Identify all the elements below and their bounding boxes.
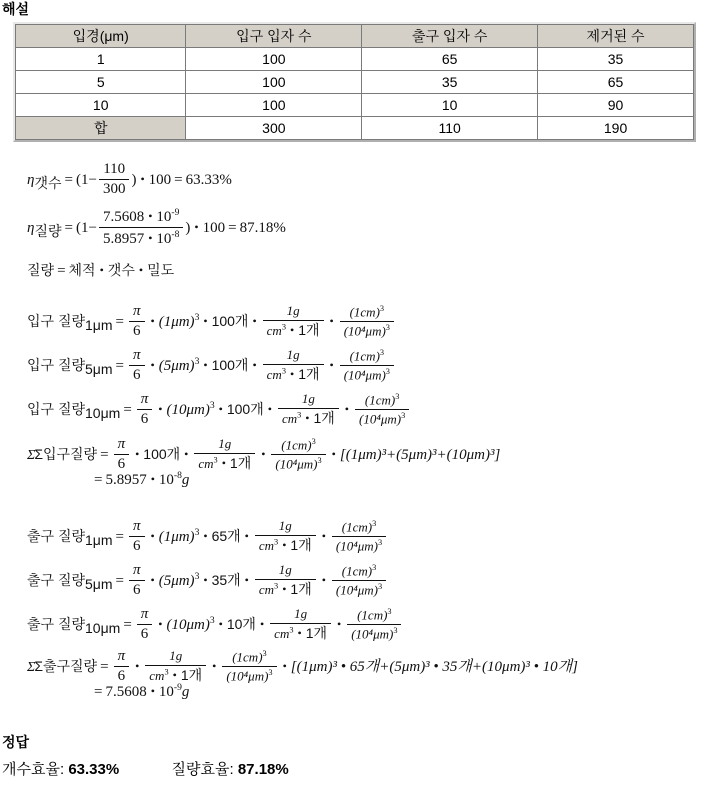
multiply-dot-icon: • <box>140 172 145 187</box>
multiply-dot-icon: • <box>321 573 326 588</box>
density-denominator <box>278 409 339 427</box>
mass-relation-term-count: 갯수 <box>107 262 135 278</box>
multiply-dot-icon: • <box>218 402 223 417</box>
pi-symbol: π <box>114 436 130 455</box>
count-multiplier: 100 <box>148 172 172 189</box>
cell-sum-inlet: 300 <box>186 117 362 140</box>
cube-exponent: 3 <box>387 606 392 616</box>
density-numerator: 1g <box>263 304 324 321</box>
density-count: 1개 <box>180 667 203 684</box>
cell-diameter: 10 <box>16 94 186 117</box>
cube-exponent: 3 <box>194 527 200 539</box>
pi-over-six-fraction <box>129 562 145 600</box>
density-count: 1개 <box>298 366 320 383</box>
pi-over-six-fraction <box>114 648 130 686</box>
cube-exponent: 3 <box>281 322 286 332</box>
mass-ratio-numerator: 7.5608 • $10^{-9}$ <box>99 207 183 228</box>
unit-conversion-fraction <box>332 519 386 555</box>
multiply-dot-icon: • <box>172 668 177 683</box>
outlet-label: 출구 질량 <box>27 572 85 589</box>
outlet-sum-label: Σ출구질량 <box>34 658 98 675</box>
density-unit: cm <box>149 668 165 684</box>
outlet-diameter: (5μm) <box>158 573 195 590</box>
cube-exponent: 3 <box>385 367 390 377</box>
mass-relation-lhs: 질량 <box>27 262 55 278</box>
equation-inlet-mass-10um: 입구 질량$_{10\mu m}$ = $\frac{\pi}{6}$ • $(10\mu m)^3$ • 100개 • $\frac{1g}{cm^3 • 1개}$ • $\frac{(1cm)^3}{(10^4\mu m)^3}$ <box>27 392 411 430</box>
eta-symbol: η <box>27 172 35 189</box>
inlet-count: 100개 <box>226 401 264 418</box>
mass-multiplier: 100 <box>202 220 226 237</box>
multiply-dot-icon: • <box>150 573 155 588</box>
multiply-dot-icon: • <box>329 314 334 329</box>
cube-exponent: 3 <box>164 667 169 677</box>
sigma-symbol: Σ <box>27 448 36 464</box>
cube-exponent: 3 <box>395 391 400 401</box>
cell-outlet: 65 <box>362 48 538 71</box>
multiply-dot-icon: • <box>150 358 155 373</box>
conversion-numerator <box>332 563 386 581</box>
six-value: 6 <box>132 538 141 555</box>
six-value: 6 <box>140 626 149 643</box>
pi-symbol: π <box>129 347 145 366</box>
conv-num-text: (1cm) <box>341 563 373 579</box>
conv-den-text: (10⁴μm) <box>351 626 394 642</box>
cube-exponent: 3 <box>372 518 377 528</box>
unit-conversion-fraction <box>332 563 386 599</box>
density-numerator: 1g <box>270 607 331 624</box>
density-denominator <box>263 321 324 339</box>
outlet-result-mantissa: 7.5608 <box>105 684 147 700</box>
table-header-row <box>16 25 694 48</box>
equation-inlet-mass-1um: 입구 질량$_{1\mu m}$ = $\frac{\pi}{6}$ • $(1\mu m)^3$ • 100개 • $\frac{1g}{cm^3 • 1개}$ • $\frac{(1cm)^3}{(10^4\mu m)^3}$ <box>27 304 396 342</box>
outlet-result-exponent: -9 <box>173 682 182 693</box>
conv-den-text: (10⁴μm) <box>335 538 379 554</box>
inlet-sum-count: 100개 <box>143 446 181 463</box>
multiply-dot-icon: • <box>221 456 226 471</box>
equation-mass-relation: 질량 = 체적 • 갯수 • 밀도 <box>27 262 175 279</box>
outlet-bracket-expression: [(1μm)³ • 65개+(5μm)³ • 35개+(10μm)³ • 10개] <box>290 659 578 676</box>
conversion-numerator <box>340 348 394 366</box>
multiply-dot-icon: • <box>148 231 153 246</box>
cube-exponent: 3 <box>213 455 218 465</box>
sigma-symbol: Σ <box>27 660 36 676</box>
cell-inlet: 100 <box>186 71 362 94</box>
table-row <box>16 48 694 71</box>
density-fraction <box>145 649 206 684</box>
density-numerator: 1g <box>263 348 324 365</box>
mass-ratio-denominator: 5.8957 • $10^{-8}$ <box>102 229 180 248</box>
multiply-dot-icon: • <box>158 402 163 417</box>
inlet-subscript: 10μm <box>85 405 121 422</box>
answer-count-value: 63.33% <box>68 761 120 778</box>
density-count: 1개 <box>290 581 312 598</box>
answer-mass-value: 87.18% <box>237 761 289 778</box>
multiply-dot-icon: • <box>252 358 257 373</box>
density-numerator: 1g <box>255 563 316 580</box>
conversion-numerator <box>355 392 409 410</box>
conversion-denominator <box>340 322 394 339</box>
multiply-dot-icon: • <box>305 411 310 426</box>
count-ratio-denominator: 300 <box>102 181 126 198</box>
conversion-numerator <box>347 607 401 625</box>
eta-count-subscript: 갯수 <box>34 175 62 192</box>
inlet-label: 입구 질량 <box>27 313 85 330</box>
multiply-dot-icon: • <box>150 529 155 544</box>
cube-exponent: 3 <box>385 323 390 333</box>
pi-symbol: π <box>114 648 130 667</box>
multiply-dot-icon: • <box>337 617 342 632</box>
multiply-dot-icon: • <box>150 472 155 486</box>
cell-removed: 35 <box>538 48 694 71</box>
inlet-subscript: 1μm <box>85 317 113 334</box>
multiply-dot-icon: • <box>259 617 265 632</box>
answer-mass-label: 질량효율: <box>171 761 234 778</box>
mass-relation-term-density: 밀도 <box>147 262 175 278</box>
six-value: 6 <box>117 456 126 473</box>
multiply-dot-icon: • <box>138 263 144 277</box>
density-numerator: 1g <box>145 649 206 666</box>
density-numerator: 1g <box>255 519 316 536</box>
conv-den-text: (10⁴μm) <box>343 323 386 339</box>
density-unit: cm <box>198 456 214 472</box>
conv-den-text: (10⁴μm) <box>359 411 402 427</box>
six-value: 6 <box>140 411 149 428</box>
unit-conversion-fraction <box>222 649 276 685</box>
multiply-dot-icon: • <box>158 617 163 632</box>
multiply-dot-icon: • <box>297 626 302 641</box>
conversion-numerator <box>222 649 276 667</box>
inlet-result-exponent: -8 <box>173 470 182 481</box>
cell-outlet: 10 <box>362 94 538 117</box>
multiply-dot-icon: • <box>148 209 153 223</box>
unit-conversion-fraction <box>347 607 401 643</box>
density-fraction <box>278 392 339 427</box>
conv-den-text: (10⁴μm) <box>343 367 386 383</box>
conv-num-text: (1cm) <box>349 304 380 320</box>
density-unit: cm <box>266 323 282 339</box>
multiply-dot-icon: • <box>244 529 249 544</box>
unit-conversion-fraction <box>340 304 394 340</box>
table-sum-row <box>16 117 694 140</box>
outlet-count: 10개 <box>226 616 256 633</box>
density-unit: cm <box>258 582 275 598</box>
cube-exponent: 3 <box>379 303 385 313</box>
cell-removed: 90 <box>538 94 694 117</box>
equation-outlet-mass-5um: 출구 질량$_{5\mu m}$ = $\frac{\pi}{6}$ • $(5\mu m)^3$ • 35개 • $\frac{1g}{cm^3 • 1개}$ • $\frac{(1cm)^3}{(10^4\mu m)^3}$ <box>27 563 388 601</box>
conv-den-text: (10⁴μm) <box>335 582 379 598</box>
multiply-dot-icon: • <box>331 447 336 462</box>
cube-exponent: 3 <box>378 582 383 592</box>
cube-exponent: 3 <box>289 625 294 635</box>
cube-exponent: 3 <box>297 410 302 420</box>
conversion-numerator <box>271 437 325 455</box>
outlet-diameter: (1μm) <box>158 529 195 546</box>
six-value: 6 <box>132 367 141 384</box>
six-value: 6 <box>132 582 141 599</box>
conversion-denominator <box>355 410 409 427</box>
pi-symbol: π <box>137 606 153 625</box>
inlet-label: 입구 질량 <box>27 357 85 374</box>
answer-count-label: 개수효율: <box>2 761 65 778</box>
inlet-subscript: 5μm <box>85 361 113 378</box>
cube-exponent: 3 <box>317 456 322 466</box>
outlet-subscript: 1μm <box>85 532 113 549</box>
equation-inlet-mass-result: = 5.8957 • $10^{-8}g$ <box>94 470 190 488</box>
multiply-dot-icon: • <box>252 314 257 329</box>
cube-exponent: 3 <box>281 366 286 376</box>
conversion-denominator <box>332 581 386 598</box>
density-unit: cm <box>266 367 282 383</box>
conversion-denominator <box>332 537 386 554</box>
pi-symbol: π <box>129 518 145 537</box>
pi-over-six-fraction <box>137 391 153 429</box>
table-row <box>16 71 694 94</box>
outlet-label: 출구 질량 <box>27 616 85 633</box>
count-ratio-numerator: 110 <box>99 161 130 180</box>
outlet-count: 65개 <box>211 528 241 545</box>
column-header-removed: 제거된 수 <box>538 25 694 48</box>
cell-inlet: 100 <box>186 94 362 117</box>
count-ratio-fraction <box>99 161 130 199</box>
mass-numerator-exponent: -9 <box>171 207 180 218</box>
equation-inlet-mass-5um: 입구 질량$_{5\mu m}$ = $\frac{\pi}{6}$ • $(5\mu m)^3$ • 100개 • $\frac{1g}{cm^3 • 1개}$ • $\frac{(1cm)^3}{(10^4\mu m)^3}$ <box>27 348 396 386</box>
multiply-dot-icon: • <box>212 659 217 674</box>
density-count: 1개 <box>305 625 328 642</box>
cell-sum-label: 합 <box>16 117 186 140</box>
density-count: 1개 <box>313 410 335 427</box>
conv-num-text: (1cm) <box>232 649 263 665</box>
cube-exponent: 3 <box>268 668 273 678</box>
multiply-dot-icon: • <box>282 582 287 597</box>
equation-inlet-mass-sum: ΣΣ입구질량 = $\frac{\pi}{6}$ • 100개 • $\frac{1g}{cm^3 • 1개}$ • $\frac{(1cm)^3}{(10^4\mu m)^3}$ • [(1μm)³+(5μm)³+(10μm)³] <box>27 436 501 473</box>
conv-num-text: (1cm) <box>341 519 373 535</box>
density-fraction <box>263 348 324 383</box>
density-unit: cm <box>274 626 290 642</box>
equation-outlet-mass-result: = 7.5608 • $10^{-9}g$ <box>94 682 190 700</box>
density-fraction <box>255 563 316 598</box>
inlet-label: 입구 질량 <box>27 401 85 418</box>
multiply-dot-icon: • <box>329 358 334 373</box>
multiply-dot-icon: • <box>135 659 140 674</box>
outlet-result-unit: g <box>181 684 190 700</box>
multiply-dot-icon: • <box>135 447 140 462</box>
multiply-dot-icon: • <box>203 314 208 329</box>
conversion-denominator <box>340 366 394 383</box>
particle-count-table <box>13 22 696 142</box>
conv-den-text: (10⁴μm) <box>226 668 269 684</box>
density-numerator: 1g <box>278 392 339 409</box>
inlet-diameter: (1μm) <box>158 314 195 331</box>
pi-symbol: π <box>129 303 145 322</box>
eta-symbol: η <box>27 220 35 237</box>
cell-removed: 65 <box>538 71 694 94</box>
inlet-result-unit: g <box>181 472 190 488</box>
column-header-outlet: 출구 입자 수 <box>362 25 538 48</box>
equation-outlet-mass-sum: ΣΣ출구질량 = $\frac{\pi}{6}$ • $\frac{1g}{cm^3 • 1개}$ • $\frac{(1cm)^3}{(10^4\mu m)^3}$ • [(1μm)³ • 65개+(5μm)³ • 35개+(10μm)³ • 10개] <box>27 648 578 685</box>
cube-exponent: 3 <box>194 312 200 324</box>
density-count: 1개 <box>298 322 320 339</box>
equation-count-efficiency: $\eta_{갯수} = (1-$ $\frac{110}{300}$ ) • 100 = 63.33% <box>27 161 232 198</box>
cube-exponent: 3 <box>194 571 200 583</box>
multiply-dot-icon: • <box>261 447 266 462</box>
outlet-label: 출구 질량 <box>27 528 85 545</box>
cell-inlet: 100 <box>186 48 362 71</box>
equation-mass-efficiency: $\eta_{질량} = (1-$ $\frac{7.5608 • 10^{-9}}{5.8957 • 10^{-8}}$ ) • 100 = 87.18% <box>27 207 286 248</box>
density-unit: cm <box>281 411 298 427</box>
mass-numerator-mantissa: 7.5608 <box>102 209 145 225</box>
multiply-dot-icon: • <box>218 617 223 632</box>
multiply-dot-icon: • <box>267 402 272 417</box>
six-value: 6 <box>132 323 141 340</box>
conv-num-text: (1cm) <box>281 437 312 453</box>
density-denominator <box>194 454 255 472</box>
outlet-subscript: 5μm <box>85 576 113 593</box>
density-denominator <box>255 536 316 554</box>
density-count: 1개 <box>229 455 252 472</box>
unit-conversion-fraction <box>340 348 394 384</box>
eta-mass-subscript: 질량 <box>34 223 62 240</box>
pi-over-six-fraction <box>129 347 145 385</box>
cube-exponent: 3 <box>372 562 377 572</box>
density-count: 1개 <box>290 537 312 554</box>
density-fraction <box>270 607 331 642</box>
cube-exponent: 3 <box>379 347 385 357</box>
conv-num-text: (1cm) <box>349 348 380 364</box>
pi-over-six-fraction <box>129 518 145 556</box>
multiply-dot-icon: • <box>150 684 155 698</box>
density-fraction <box>255 519 316 554</box>
table-row <box>16 94 694 117</box>
multiply-dot-icon: • <box>289 323 295 338</box>
conv-num-text: (1cm) <box>364 392 396 408</box>
multiply-dot-icon: • <box>344 402 349 417</box>
multiply-dot-icon: • <box>289 367 295 382</box>
pi-over-six-fraction <box>129 303 145 341</box>
outlet-subscript: 10μm <box>85 620 121 637</box>
conv-den-text: (10⁴μm) <box>275 456 318 472</box>
cell-outlet: 35 <box>362 71 538 94</box>
cell-sum-removed: 190 <box>538 117 694 140</box>
cube-exponent: 3 <box>393 626 398 636</box>
density-unit: cm <box>258 538 275 554</box>
conversion-denominator <box>347 625 401 642</box>
solution-heading: 해설 <box>2 1 30 17</box>
column-header-diameter: 입경(μm) <box>16 25 186 48</box>
density-denominator <box>263 365 324 383</box>
multiply-dot-icon: • <box>321 529 326 544</box>
cube-exponent: 3 <box>209 400 215 412</box>
cube-exponent: 3 <box>378 538 383 548</box>
conversion-numerator <box>340 304 394 322</box>
multiply-dot-icon: • <box>203 573 208 588</box>
multiply-dot-icon: • <box>203 529 208 544</box>
column-header-inlet: 입구 입자 수 <box>186 25 362 48</box>
mass-ratio-fraction <box>99 207 183 249</box>
pi-symbol: π <box>129 562 145 581</box>
density-denominator <box>255 580 316 598</box>
multiply-dot-icon: • <box>282 659 287 674</box>
mass-relation-term-volume: 체적 <box>68 262 96 278</box>
outlet-diameter: (10μm) <box>166 617 210 634</box>
inlet-bracket-expression: [(1μm)³+(5μm)³+(10μm)³] <box>339 447 501 464</box>
mass-denominator-mantissa: 5.8957 <box>102 231 145 248</box>
multiply-dot-icon: • <box>150 314 155 329</box>
conv-num-text: (1cm) <box>357 607 388 623</box>
density-fraction <box>194 437 255 472</box>
mass-efficiency-result: 87.18% <box>239 220 286 237</box>
equation-outlet-mass-1um: 출구 질량$_{1\mu m}$ = $\frac{\pi}{6}$ • $(1\mu m)^3$ • 65개 • $\frac{1g}{cm^3 • 1개}$ • $\frac{(1cm)^3}{(10^4\mu m)^3}$ <box>27 519 388 557</box>
answer-heading: 정답 <box>2 734 30 750</box>
density-numerator: 1g <box>194 437 255 454</box>
unit-conversion-fraction <box>355 392 409 428</box>
pi-over-six-fraction <box>114 436 130 474</box>
unit-conversion-fraction <box>271 437 325 473</box>
cube-exponent: 3 <box>274 581 279 591</box>
outlet-count: 35개 <box>211 572 241 589</box>
inlet-count: 100개 <box>211 313 249 330</box>
answer-values-row <box>2 758 289 779</box>
multiply-dot-icon: • <box>282 538 287 553</box>
inlet-result-mantissa: 5.8957 <box>105 472 147 488</box>
cell-diameter: 5 <box>16 71 186 94</box>
cell-diameter: 1 <box>16 48 186 71</box>
inlet-diameter: (5μm) <box>158 358 195 375</box>
inlet-count: 100개 <box>211 357 249 374</box>
conversion-denominator <box>222 667 276 684</box>
multiply-dot-icon: • <box>244 573 249 588</box>
cube-exponent: 3 <box>194 356 200 368</box>
count-efficiency-result: 63.33% <box>185 172 232 189</box>
pi-over-six-fraction <box>137 606 153 644</box>
mass-denominator-exponent: -8 <box>171 229 180 241</box>
cube-exponent: 3 <box>311 436 316 446</box>
six-value: 6 <box>117 668 126 685</box>
pi-symbol: π <box>137 391 153 410</box>
density-fraction <box>263 304 324 339</box>
conversion-numerator <box>332 519 386 537</box>
cube-exponent: 3 <box>262 648 267 658</box>
conversion-denominator <box>271 455 325 472</box>
cube-exponent: 3 <box>401 411 406 421</box>
cell-sum-outlet: 110 <box>362 117 538 140</box>
multiply-dot-icon: • <box>203 358 208 373</box>
equation-outlet-mass-10um: 출구 질량$_{10\mu m}$ = $\frac{\pi}{6}$ • $(10\mu m)^3$ • 10개 • $\frac{1g}{cm^3 • 1개}$ • $\frac{(1cm)^3}{(10^4\mu m)^3}$ <box>27 607 403 645</box>
multiply-dot-icon: • <box>194 220 199 235</box>
inlet-sum-label: Σ입구질량 <box>34 446 98 463</box>
cube-exponent: 3 <box>274 537 279 547</box>
multiply-dot-icon: • <box>99 263 104 277</box>
cube-exponent: 3 <box>209 615 215 627</box>
inlet-diameter: (10μm) <box>166 402 210 419</box>
multiply-dot-icon: • <box>184 447 189 462</box>
density-denominator <box>270 624 331 642</box>
